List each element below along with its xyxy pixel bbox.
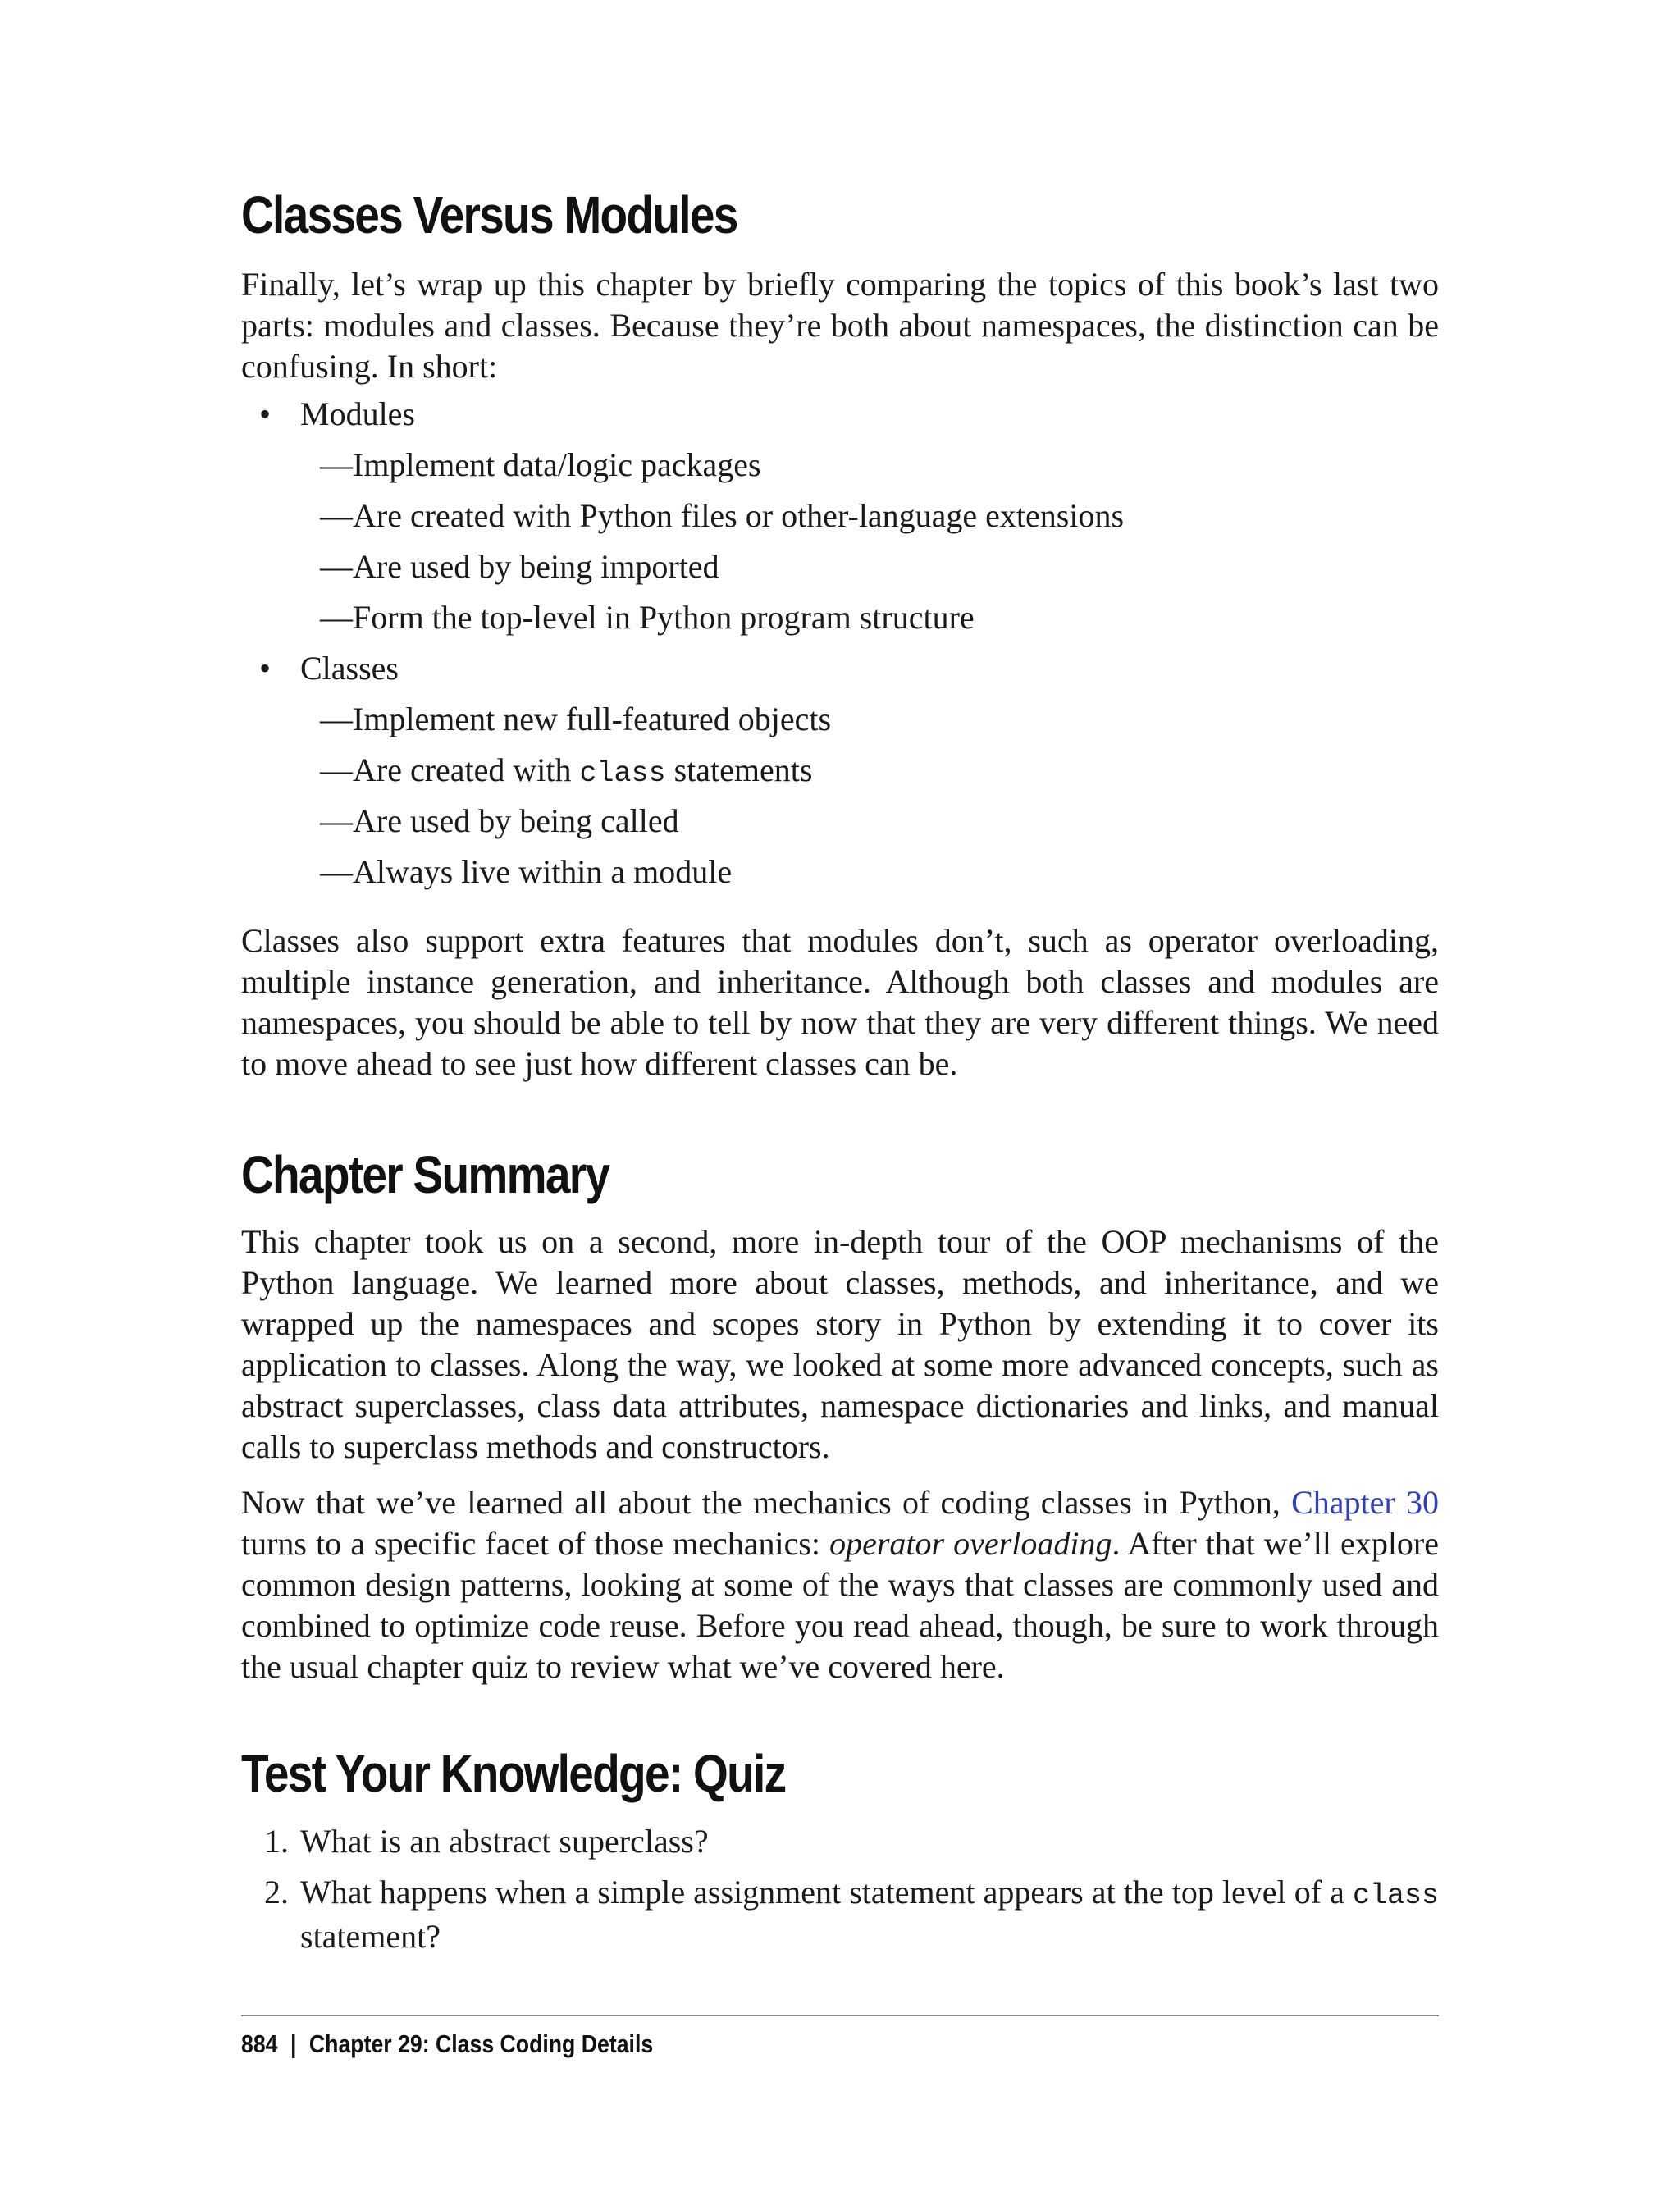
- section-heading-classes-vs-modules: Classes Versus Modules: [241, 185, 737, 244]
- list-item: —Are used by being imported: [320, 548, 719, 585]
- footer-chapter-title: Chapter 29: Class Coding Details: [308, 2029, 654, 2058]
- footer-separator: |: [290, 2029, 297, 2058]
- paragraph-text: . After that we’ll explore common design patterns, looking at some of the ways that classes are commonly used and combined to optimize code reuse. Before you read ahead, though, be sure to work through the usual chapter quiz to review what we’ve covered here.: [241, 1525, 1440, 1685]
- bullet-label: Modules: [300, 395, 415, 432]
- list-item: —Form the top-level in Python program structure: [320, 599, 975, 636]
- inline-code: class: [579, 757, 666, 790]
- bullet-dot: •: [259, 650, 272, 687]
- footer-divider: [241, 2015, 1439, 2016]
- list-item: —Implement new full-featured objects: [320, 701, 832, 737]
- paragraph-text: turns to a specific facet of those mechanics:: [241, 1525, 830, 1562]
- quiz-question-2: [241, 1872, 1439, 1957]
- question-number: 1.: [264, 1823, 289, 1860]
- section-heading-quiz: Test Your Knowledge: Quiz: [241, 1744, 786, 1803]
- inline-code: class: [1352, 1879, 1439, 1912]
- summary-paragraph-next: [241, 1482, 1439, 1687]
- list-item: —Implement data/logic packages: [320, 446, 761, 483]
- list-item: —Are created with Python files or other-language extensions: [320, 497, 1125, 534]
- classes-paragraph: Classes also support extra features that modules don’t, such as operator overloading, multiple instance generation, and inheritance. Although both classes and modules are namespaces, you should be able to tell by now that they are very different things. We need to move ahead to see just how different classes can be.: [241, 922, 1439, 1082]
- book-page: [241, 0, 1439, 2205]
- question-text-part: statement?: [300, 1918, 441, 1955]
- summary-paragraph: This chapter took us on a second, more in-depth tour of the OOP mechanisms of the Python language. We learned more about classes, methods, and inheritance, and we wrapped up the namespaces and scopes story in Python by extending it to cover its application to classes. Along the way, we looked at some more advanced concepts, such as abstract superclasses, class data attributes, namespace dictionaries and links, and manual calls to superclass methods and constructors.: [241, 1223, 1439, 1465]
- question-number: 2.: [264, 1874, 289, 1911]
- quiz-question-1: [241, 1821, 1439, 1862]
- section-heading-chapter-summary: Chapter Summary: [241, 1145, 609, 1204]
- question-text-part: What happens when a simple assignment statement appears at the top level of a: [300, 1874, 1353, 1911]
- intro-paragraph: Finally, let’s wrap up this chapter by briefly comparing the topics of this book’s last two parts: modules and classes. Because they’re both about namespaces, the distinction can be confusing. In short:: [241, 266, 1439, 385]
- list-item-text: —Are created with: [320, 751, 580, 788]
- question-text: [300, 1872, 1439, 1957]
- page-footer: [241, 2028, 653, 2061]
- question-text: What is an abstract superclass?: [300, 1823, 709, 1860]
- page-number: 884: [241, 2029, 278, 2058]
- list-item: —Are used by being called: [320, 802, 679, 839]
- list-item: —Always live within a module: [320, 853, 733, 890]
- bullet-dot: •: [259, 395, 272, 432]
- emphasis-text: operator overloading: [829, 1525, 1112, 1562]
- chapter-30-link[interactable]: Chapter 30: [1291, 1484, 1439, 1521]
- paragraph-text: Now that we’ve learned all about the mechanics of coding classes in Python,: [241, 1484, 1292, 1521]
- list-item-text: statements: [665, 751, 813, 788]
- bullet-label: Classes: [300, 650, 399, 687]
- list-item: [320, 750, 812, 794]
